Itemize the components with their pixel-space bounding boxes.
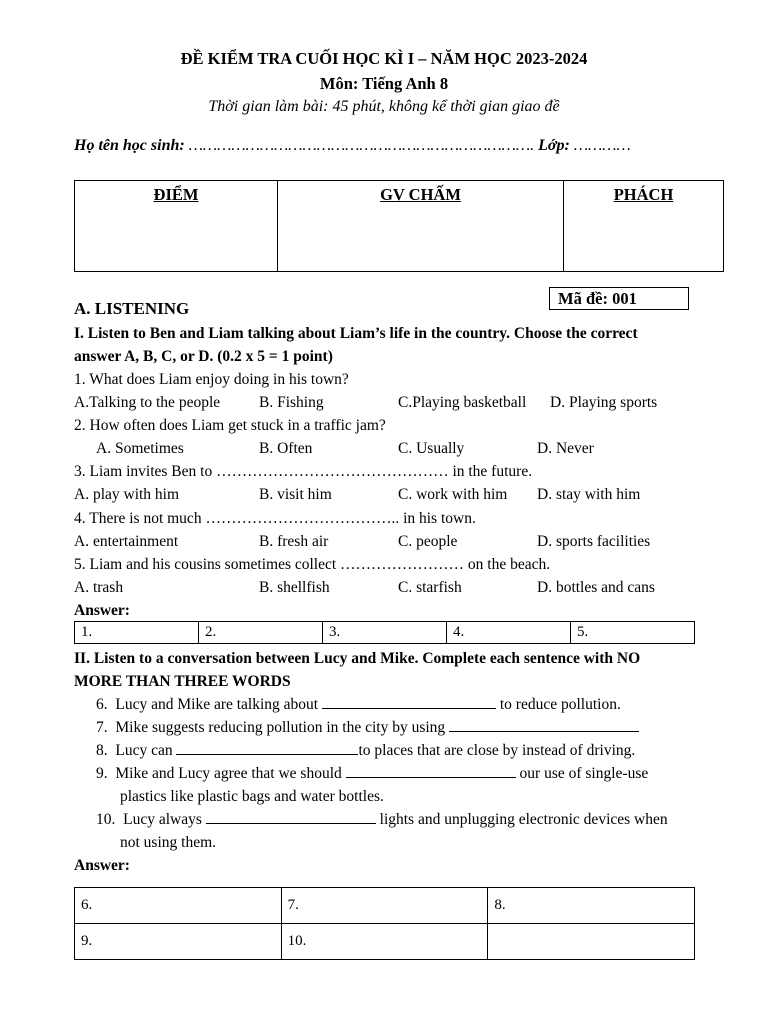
answer-cell-3[interactable]: 3. xyxy=(323,622,447,644)
blank-7[interactable] xyxy=(449,719,639,732)
q5-option-b[interactable]: B. shellfish xyxy=(259,579,330,596)
q5-option-d[interactable]: D. bottles and cans xyxy=(537,579,655,596)
q4-option-b[interactable]: B. fresh air xyxy=(259,533,329,550)
q2-option-c[interactable]: C. Usually xyxy=(398,440,465,457)
part2-instruction-line2: MORE THAN THREE WORDS xyxy=(74,673,291,690)
blank-6[interactable] xyxy=(322,696,496,709)
item-text-after: to reduce pollution. xyxy=(499,696,621,713)
q3-option-c[interactable]: C. work with him xyxy=(398,486,508,503)
item-text-before: Mike and Lucy agree that we should xyxy=(115,765,342,782)
q1-option-c[interactable]: C.Playing basketball xyxy=(398,394,527,411)
item-number: 8. xyxy=(96,742,108,759)
answer-cell-empty[interactable] xyxy=(488,924,695,960)
question-4: 4. There is not much ……………………………….. in his town. xyxy=(74,510,476,527)
q5-option-c[interactable]: C. starfish xyxy=(398,579,462,596)
item-9-continuation: plastics like plastic bags and water bottles. xyxy=(120,788,384,805)
part1-instruction-line2: answer A, B, C, or D. (0.2 x 5 = 1 point) xyxy=(74,348,333,365)
part1-answer-label: Answer: xyxy=(74,602,130,619)
blank-10[interactable] xyxy=(206,811,376,824)
item-text-before: Lucy can xyxy=(115,742,173,759)
subject-line: Môn: Tiếng Anh 8 xyxy=(319,74,449,93)
item-7 xyxy=(96,719,639,737)
student-info xyxy=(74,137,631,155)
part2-answer-label: Answer: xyxy=(74,857,130,874)
question-5: 5. Liam and his cousins sometimes collect …………………… on the beach. xyxy=(74,556,551,573)
q4-option-a[interactable]: A. entertainment xyxy=(74,533,179,550)
part2-answer-table xyxy=(74,887,695,960)
item-8 xyxy=(96,742,635,760)
item-number: 9. xyxy=(96,765,108,782)
q4-option-d[interactable]: D. sports facilities xyxy=(537,533,651,550)
answer-cell-1[interactable]: 1. xyxy=(75,622,199,644)
q3-option-d[interactable]: D. stay with him xyxy=(537,486,641,503)
item-text-before: Lucy and Mike are talking about xyxy=(115,696,319,713)
item-6 xyxy=(96,696,621,714)
class-dots[interactable]: ………… xyxy=(573,137,631,154)
q4-option-c[interactable]: C. people xyxy=(398,533,458,550)
q3-option-b[interactable]: B. visit him xyxy=(259,486,332,503)
part2-instruction-line1: II. Listen to a conversation between Lucy and Mike. Complete each sentence with NO xyxy=(74,650,641,667)
answer-cell-10[interactable]: 10. xyxy=(281,924,488,960)
q3-option-a[interactable]: A. play with him xyxy=(74,486,180,503)
item-text-after: our use of single-use xyxy=(519,765,649,782)
part1-answer-table xyxy=(74,621,695,644)
answer-cell-2[interactable]: 2. xyxy=(199,622,323,644)
item-10-continuation: not using them. xyxy=(120,834,217,851)
blank-8[interactable] xyxy=(176,742,358,755)
q1-option-b[interactable]: B. Fishing xyxy=(259,394,324,411)
question-1: 1. What does Liam enjoy doing in his town? xyxy=(74,371,349,388)
item-10 xyxy=(96,811,668,829)
grade-table xyxy=(74,180,724,272)
q1-option-d[interactable]: D. Playing sports xyxy=(550,394,658,411)
name-label: Họ tên học sinh: xyxy=(74,137,185,154)
answer-cell-4[interactable]: 4. xyxy=(447,622,571,644)
score-cell: ĐIỂM xyxy=(75,181,278,272)
q2-option-a[interactable]: A. Sometimes xyxy=(96,440,184,457)
item-number: 6. xyxy=(96,696,108,713)
item-text-before: Mike suggests reducing pollution in the city by using xyxy=(115,719,446,736)
q2-option-b[interactable]: B. Often xyxy=(259,440,313,457)
section-heading: A. LISTENING xyxy=(74,299,190,318)
item-number: 7. xyxy=(96,719,108,736)
time-line: Thời gian làm bài: 45 phút, không kể thời gian giao đề xyxy=(208,98,560,115)
question-2: 2. How often does Liam get stuck in a traffic jam? xyxy=(74,417,386,434)
answer-cell-7[interactable]: 7. xyxy=(281,888,488,924)
name-dots[interactable]: ………………………………………………………………. xyxy=(188,137,535,154)
blank-9[interactable] xyxy=(346,765,516,778)
part1-instruction-line1: I. Listen to Ben and Liam talking about Liam’s life in the country. Choose the correct xyxy=(74,325,638,342)
answer-cell-5[interactable]: 5. xyxy=(571,622,695,644)
q2-option-d[interactable]: D. Never xyxy=(537,440,594,457)
answer-cell-9[interactable]: 9. xyxy=(75,924,282,960)
answer-cell-6[interactable]: 6. xyxy=(75,888,282,924)
grader-cell: GV CHẤM xyxy=(278,181,564,272)
item-text-after: to places that are close by instead of driving. xyxy=(358,742,636,759)
code-cell: PHÁCH xyxy=(564,181,724,272)
item-text-before: Lucy always xyxy=(123,811,202,828)
exam-code-box: Mã đề: 001 xyxy=(549,287,689,310)
item-text-after: lights and unplugging electronic devices when xyxy=(379,811,668,828)
item-number: 10. xyxy=(96,811,116,828)
q1-option-a[interactable]: A.Talking to the people xyxy=(74,394,221,411)
q5-option-a[interactable]: A. trash xyxy=(74,579,124,596)
class-label: Lớp: xyxy=(538,137,570,154)
exam-title: ĐỀ KIỂM TRA CUỐI HỌC KÌ I – NĂM HỌC 2023-2024 xyxy=(180,49,588,68)
item-9 xyxy=(96,765,648,783)
answer-cell-8[interactable]: 8. xyxy=(488,888,695,924)
question-3: 3. Liam invites Ben to ……………………………………… in the future. xyxy=(74,463,533,480)
